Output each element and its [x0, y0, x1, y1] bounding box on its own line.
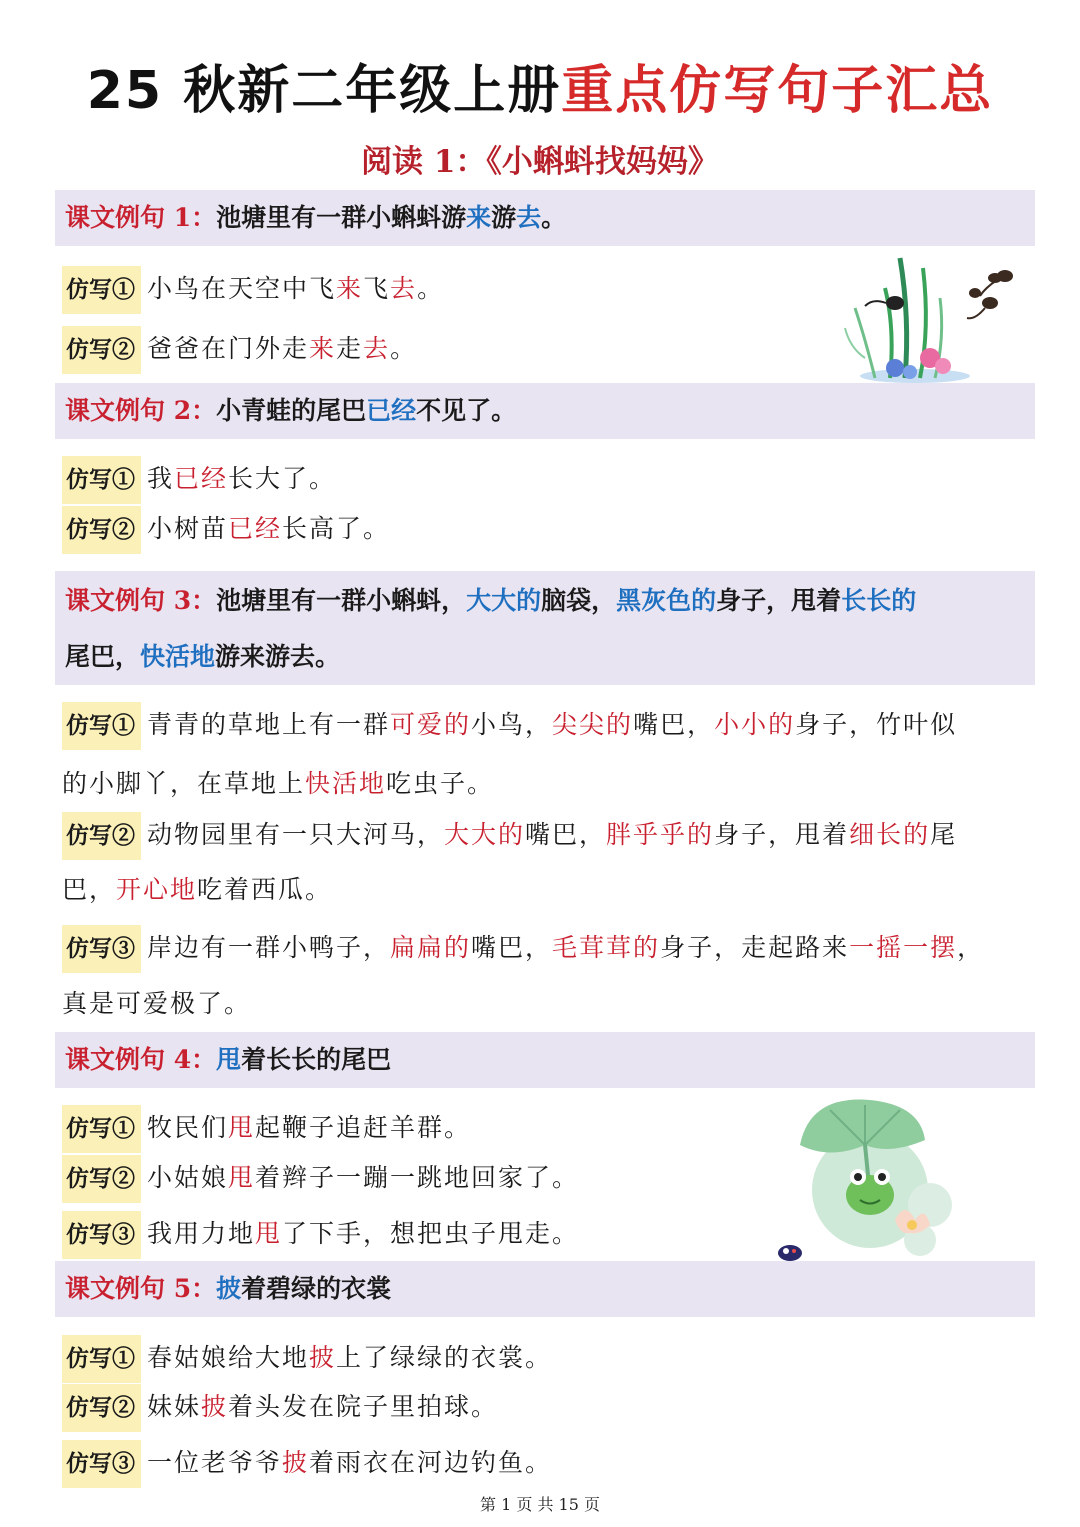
text: 小青蛙的尾巴	[216, 396, 367, 425]
highlight: 已经	[174, 464, 229, 493]
highlight: 一摇一摆	[849, 933, 958, 962]
text: 池塘里有一群小蝌蚪游	[216, 203, 467, 232]
imitation-3-3-cont	[62, 982, 251, 1026]
text: 春姑娘给大地	[147, 1343, 310, 1372]
imitation-3-1-cont	[62, 762, 494, 806]
highlight: 尖尖的	[552, 710, 634, 739]
example-label: 课文例句 1：	[65, 203, 217, 232]
page-title	[0, 56, 1080, 126]
text: 我	[147, 464, 175, 493]
highlight: 甩	[255, 1219, 283, 1248]
text: 起鞭子追赶羊群。	[255, 1113, 472, 1142]
imitation-tag: 仿写②	[62, 1384, 141, 1432]
highlight: 细长的	[849, 820, 931, 849]
imitation-tag: 仿写②	[62, 812, 141, 860]
text: 青青的草地上有一群	[147, 710, 391, 739]
text: 小树苗	[147, 514, 229, 543]
highlight: 披	[309, 1343, 337, 1372]
text: 的小脚丫，在草地上	[62, 769, 306, 798]
imitation-3-3	[62, 925, 1032, 973]
highlight: 大大的	[466, 586, 542, 615]
text: 尾	[930, 820, 958, 849]
imitation-5-2	[62, 1384, 1032, 1432]
tadpole-seaweed-illustration	[835, 248, 1035, 384]
imitation-3-1	[62, 702, 1032, 750]
highlight: 扁扁的	[390, 933, 472, 962]
text: 着雨衣在河边钓鱼。	[309, 1448, 553, 1477]
imitation-tag: 仿写②	[62, 506, 141, 554]
text: 嘴巴，	[633, 710, 715, 739]
example-line-1	[65, 579, 916, 623]
text: 小鸟在天空中飞	[147, 274, 337, 303]
imitation-tag: 仿写①	[62, 702, 141, 750]
text: 。	[541, 203, 567, 232]
text: 脑袋，	[541, 586, 617, 615]
text: 着辫子一蹦一跳地回家了。	[255, 1163, 580, 1192]
text: 我用力地	[147, 1219, 256, 1248]
text: 着头发在院子里拍球。	[228, 1392, 499, 1421]
highlight: 快活地	[305, 769, 387, 798]
text: 不见了。	[416, 396, 517, 425]
frog-lotus-illustration	[770, 1085, 980, 1267]
highlight: 可爱的	[390, 710, 472, 739]
imitation-2-1	[62, 456, 1032, 504]
highlight: 披	[216, 1274, 242, 1303]
highlight: 甩	[228, 1163, 256, 1192]
example-label: 课文例句 2：	[65, 396, 217, 425]
text: 长高了。	[282, 514, 391, 543]
text: 身子，竹叶似	[795, 710, 958, 739]
text: ，	[957, 933, 985, 962]
imitation-5-3	[62, 1440, 1032, 1488]
subtitle: 阅读 1：《小蝌蚪找妈妈》	[361, 144, 719, 180]
title-part2: 重点仿写句子汇总	[561, 61, 994, 121]
text: 游	[491, 203, 517, 232]
highlight: 快活地	[140, 642, 216, 671]
text: 。	[390, 334, 418, 363]
text: 嘴巴，	[525, 820, 607, 849]
imitation-tag: 仿写①	[62, 1335, 141, 1383]
imitation-3-2-cont	[62, 868, 332, 912]
text: 真是可爱极了。	[62, 989, 252, 1018]
highlight: 长长的	[841, 586, 917, 615]
highlight: 已经	[366, 396, 417, 425]
highlight: 去	[363, 334, 391, 363]
text: 着碧绿的衣裳	[241, 1274, 392, 1303]
example-label: 课文例句 4：	[65, 1045, 217, 1074]
text: 身子，甩着	[716, 586, 842, 615]
example-band-3	[55, 571, 1035, 685]
imitation-5-1	[62, 1335, 1032, 1383]
highlight: 开心地	[116, 875, 198, 904]
text: 身子，走起路来	[660, 933, 850, 962]
highlight: 已经	[228, 514, 283, 543]
text: 走	[336, 334, 364, 363]
highlight: 黑灰色的	[616, 586, 717, 615]
text: 池塘里有一群小蝌蚪，	[216, 586, 467, 615]
imitation-tag: 仿写③	[62, 1440, 141, 1488]
highlight: 甩	[216, 1045, 242, 1074]
text: 身子，甩着	[714, 820, 850, 849]
imitation-tag: 仿写①	[62, 456, 141, 504]
highlight: 胖乎乎的	[606, 820, 715, 849]
text: 嘴巴，	[471, 933, 553, 962]
text: 动物园里有一只大河马，	[147, 820, 445, 849]
example-band-1	[55, 190, 1035, 246]
text: 岸边有一群小鸭子，	[147, 933, 391, 962]
highlight: 去	[516, 203, 542, 232]
example-band-4	[55, 1032, 1035, 1088]
text: 尾巴，	[65, 642, 141, 671]
text: 上了绿绿的衣裳。	[336, 1343, 553, 1372]
text: 牧民们	[147, 1113, 229, 1142]
text: 了下手，想把虫子甩走。	[282, 1219, 580, 1248]
highlight: 甩	[228, 1113, 256, 1142]
text: 小鸟，	[471, 710, 553, 739]
text: 吃虫子。	[386, 769, 495, 798]
example-band-5	[55, 1261, 1035, 1317]
highlight: 小小的	[714, 710, 796, 739]
imitation-tag: 仿写②	[62, 326, 141, 374]
text: 。	[417, 274, 445, 303]
text: 长大了。	[228, 464, 337, 493]
imitation-tag: 仿写②	[62, 1155, 141, 1203]
text: 爸爸在门外走	[147, 334, 310, 363]
text: 小姑娘	[147, 1163, 229, 1192]
imitation-2-2	[62, 506, 1032, 554]
highlight: 披	[282, 1448, 310, 1477]
imitation-tag: 仿写③	[62, 1211, 141, 1259]
example-line-2	[65, 635, 340, 679]
text: 巴，	[62, 875, 117, 904]
highlight: 来	[336, 274, 364, 303]
highlight: 去	[390, 274, 418, 303]
text: 一位老爷爷	[147, 1448, 283, 1477]
example-band-2	[55, 383, 1035, 439]
text: 妹妹	[147, 1392, 202, 1421]
text: 着长长的尾巴	[241, 1045, 392, 1074]
text: 游来游去。	[215, 642, 341, 671]
example-label: 课文例句 5：	[65, 1274, 217, 1303]
text: 吃着西瓜。	[197, 875, 333, 904]
imitation-tag: 仿写①	[62, 1105, 141, 1153]
highlight: 来	[466, 203, 492, 232]
highlight: 来	[309, 334, 337, 363]
example-label: 课文例句 3：	[65, 586, 217, 615]
highlight: 披	[201, 1392, 229, 1421]
imitation-3-2	[62, 812, 1032, 860]
title-part1: 25 秋新二年级上册	[86, 61, 562, 121]
highlight: 毛茸茸的	[552, 933, 661, 962]
page-footer: 第 1 页 共 15 页	[480, 1495, 600, 1514]
imitation-tag: 仿写③	[62, 925, 141, 973]
text: 飞	[363, 274, 391, 303]
imitation-tag: 仿写①	[62, 266, 141, 314]
highlight: 大大的	[444, 820, 526, 849]
